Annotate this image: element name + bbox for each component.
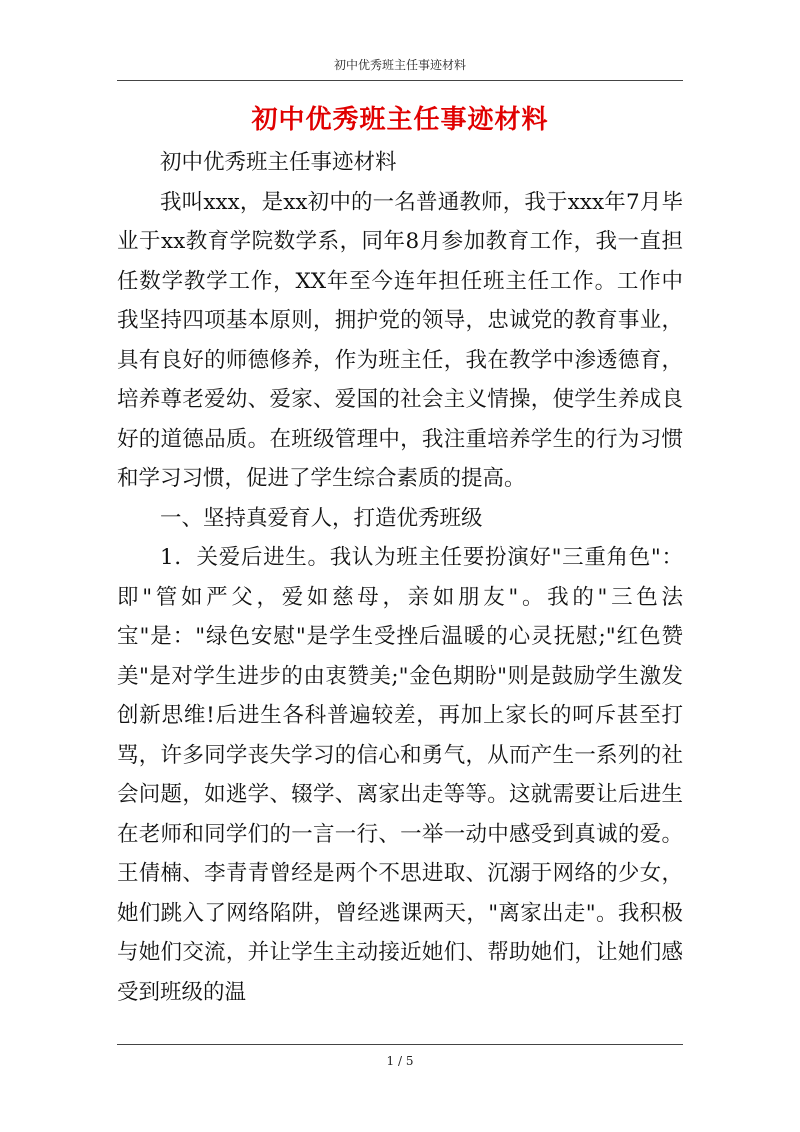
intro-paragraph: 我叫xxx，是xx初中的一名普通教师，我于xxx年7月毕业于xx教育学院数学系，同年8月参加教育工作，我一直担任数学教学工作，XX年至今连年担任班主任工作。工作中我坚持四项基本原则，拥护党的领导，忠诚党的教育事业，具有良好的师德修养，作为班主任，我在教学中渗透德育，培养尊老爱幼、爱家、爱国的社会主义情操，使学生养成良好的道德品质。在班级管理中，我注重培养学生的行为习惯和学习习惯，促进了学生综合素质的提高。 [117, 189, 683, 491]
section-heading: 一、坚持真爱育人，打造优秀班级 [160, 505, 483, 531]
document-title: 初中优秀班主任事迹材料 [251, 105, 549, 135]
footer-divider [117, 1044, 683, 1045]
running-header: 初中优秀班主任事迹材料 [333, 58, 466, 72]
section-paragraph: 1．关爱后进生。我认为班主任要扮演好"三重角色"：即"管如严父，爱如慈母，亲如朋友"。我的"三色法宝"是："绿色安慰"是学生受挫后温暖的心灵抚慰;"红色赞美"是对学生进步的由衷赞美;"金色期盼"则是鼓励学生激发创新思维!后进生各科普遍较差，再加上家长的呵斥甚至打骂，许多同学丧失学习的信心和勇气，从而产生一系列的社会问题，如逃学、辍学、离家出走等等。这就需要让后进生在老师和同学们的一言一行、一举一动中感受到真诚的爱。王倩楠、李青青曾经是两个不思进取、沉溺于网络的少女，她们跳入了网络陷阱，曾经逃课两天，"离家出走"。我积极与她们交流，并让学生主动接近她们、帮助她们，让她们感受到班级的温 [117, 545, 683, 1005]
header-divider [117, 80, 683, 81]
document-body [117, 143, 683, 1012]
subtitle-paragraph: 初中优秀班主任事迹材料 [160, 150, 397, 175]
page-number: 1 / 5 [386, 1054, 414, 1068]
